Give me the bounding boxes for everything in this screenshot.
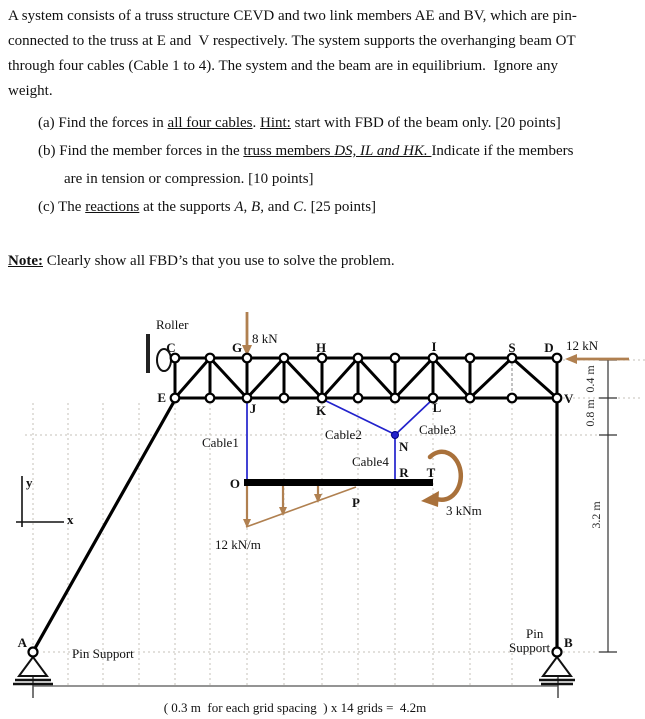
item-c-tail: . [25 points] (303, 199, 377, 215)
grid-lines (25, 360, 645, 686)
paragraph-line-3: through four cables (Cable 1 to 4). The system and the beam are in equilibrium. Ignore any (8, 58, 558, 74)
item-c-mid-2: , (243, 199, 252, 215)
node-label-S: S (508, 340, 516, 355)
node-label-O: O (229, 476, 240, 491)
node-label-D: D (544, 340, 554, 355)
item-a-tail: start with FBD of the beam only. [20 points] (290, 115, 561, 131)
roller-label: Roller (156, 317, 189, 332)
item-c-italic-B: B (251, 199, 261, 215)
node-label-H: H (315, 340, 327, 355)
item-a-mid: . (252, 115, 261, 131)
dim-32m-label: 3.2 m (589, 501, 603, 529)
node-label-R: R (399, 465, 409, 480)
node-label-P: P (352, 495, 360, 510)
item-b-tail: Indicate if the members (431, 143, 574, 159)
link-member-AE (34, 398, 176, 650)
pin-support-A (13, 657, 53, 684)
axis-x-label: x (67, 512, 74, 527)
node-label-I: I (431, 339, 437, 354)
item-c-text: (c) The (38, 199, 86, 215)
beam-OT (244, 479, 433, 486)
item-c-underline: reactions (85, 199, 140, 215)
pin-support-a-label: Pin Support (72, 646, 134, 661)
force-8kN-label: 8 kN (252, 331, 278, 346)
grid-spacing-note: ( 0.3 m for each grid spacing ) x 14 grids = 4.2m (163, 700, 427, 715)
cable4-label: Cable4 (352, 454, 389, 469)
truss-members (175, 358, 557, 398)
cable1-label: Cable1 (202, 435, 239, 450)
item-c-italic-A: A (234, 199, 244, 215)
distributed-load (243, 486, 356, 528)
moment-label: 3 kNm (446, 503, 482, 518)
list-item-b-cont: are in tension or compression. [10 points] (64, 171, 314, 187)
item-b-underline: truss members (243, 143, 335, 159)
cable-junction-N (392, 432, 399, 439)
pin-support-b-label-1: Pin (526, 626, 544, 641)
item-a-underline-2: Hint: (260, 115, 291, 131)
node-label-J: J (249, 401, 257, 416)
item-b-text: (b) Find the member forces in the (38, 143, 244, 159)
node-label-V: V (564, 391, 574, 406)
paragraph-line-2: connected to the truss at E and V respectively. The system supports the overhanging beam OT (8, 33, 576, 49)
pin-support-B (539, 657, 575, 684)
force-8kN-arrow (242, 312, 252, 356)
link-members (34, 398, 557, 650)
item-c-mid-3: , and (260, 199, 294, 215)
node-A (29, 648, 38, 657)
node-label-L: L (432, 400, 442, 415)
force-12kN-arrow (565, 354, 629, 364)
node-label-G: G (231, 340, 243, 355)
paragraph-line-1: A system consists of a truss structure CEVD and two link members AE and BV, which are pin- (8, 8, 577, 24)
item-a-text: (a) Find the forces in (38, 115, 168, 131)
node-label-T: T (426, 465, 436, 480)
node-label-A: A (17, 635, 27, 650)
diagram-labels (18, 317, 603, 715)
dim-08m-label: 0.8 m (583, 399, 597, 427)
cable3-label: Cable3 (419, 422, 456, 437)
node-label-C: C (166, 340, 176, 355)
axis-y-label: y (26, 475, 33, 490)
node-label-N: N (399, 439, 409, 454)
coordinate-axes (16, 475, 74, 527)
node-label-B: B (564, 635, 573, 650)
pin-support-b-label-2: Support (509, 640, 551, 655)
note-text: Clearly show all FBD’s that you use to solve the problem. (42, 253, 395, 269)
force-12kN-label: 12 kN (566, 338, 599, 353)
item-c-italic-C: C (293, 199, 304, 215)
node-B (553, 648, 562, 657)
dim-04m-label: 0.4 m (583, 365, 597, 393)
note-label: Note: (8, 253, 43, 269)
node-label-K: K (315, 403, 327, 418)
item-b-underline-italic: DS, IL and HK. (334, 143, 432, 159)
node-label-E: E (157, 390, 166, 405)
paragraph-line-4: weight. (8, 83, 53, 99)
item-c-mid-1: at the supports (139, 199, 235, 215)
distributed-load-label: 12 kN/m (215, 537, 261, 552)
item-a-underline-1: all four cables (167, 115, 253, 131)
cable2-label: Cable2 (325, 427, 362, 442)
